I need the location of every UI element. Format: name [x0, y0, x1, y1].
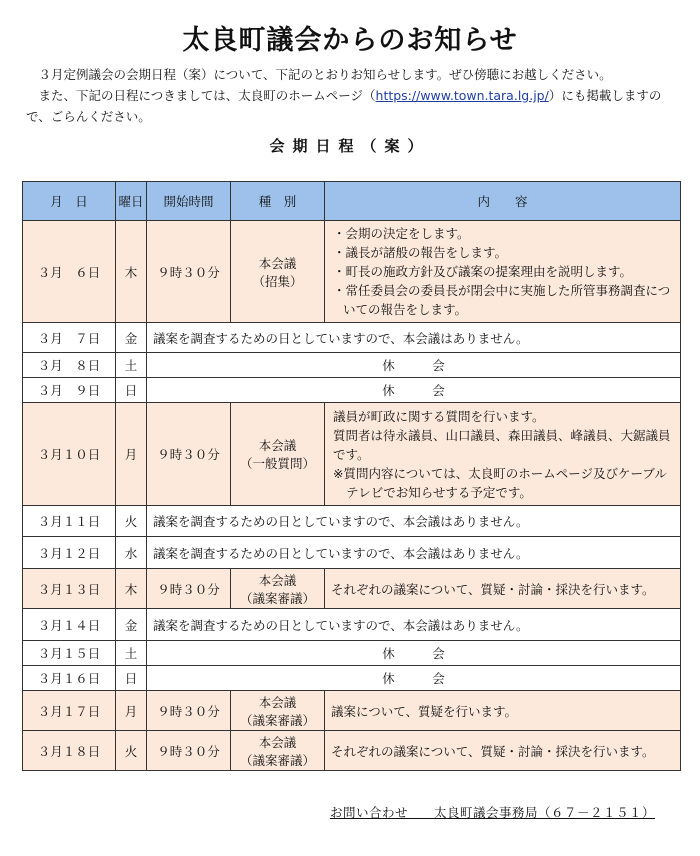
row-start-time: ９時３０分 — [147, 403, 231, 506]
table-row — [23, 221, 681, 323]
row-note: 議案を調査するための日としていますので、本会議はありません。 — [147, 537, 681, 569]
table-row — [23, 666, 681, 691]
row-recess: 休 会 — [147, 353, 681, 378]
row-date: ３月１０日 — [23, 403, 116, 506]
table-row — [23, 403, 681, 506]
header-content: 内 容 — [325, 182, 681, 221]
row-weekday: 木 — [116, 221, 147, 323]
intro-text-after-link: ）にも掲載しますので、ごらんください。 — [26, 88, 662, 124]
row-content: 議案について、質疑を行います。 — [325, 691, 681, 731]
row-date: ３月１２日 — [23, 537, 116, 569]
table-row — [23, 537, 681, 569]
row-recess: 休 会 — [147, 641, 681, 666]
table-row — [23, 506, 681, 537]
row-recess: 休 会 — [147, 378, 681, 403]
homepage-link[interactable]: https://www.town.tara.lg.jp/ — [375, 88, 549, 103]
table-row — [23, 323, 681, 353]
intro-paragraph-1: ３月定例議会の会期日程（案）について、下記のとおりお知らせします。ぜひ傍聴にお越しください。 — [38, 67, 612, 82]
row-type-label: 本会議 — [258, 572, 297, 588]
header-weekday: 曜日 — [116, 182, 147, 221]
row-date: ３月１４日 — [23, 609, 116, 641]
contact-footer: お問い合わせ 太良町議会事務局（６７－２１５１） — [330, 805, 656, 820]
row-weekday: 火 — [116, 731, 147, 771]
table-row — [23, 378, 681, 403]
content-line: 質問者は待永議員、山口議員、森田議員、峰議員、大鋸議員です。 — [333, 427, 671, 462]
row-start-time: ９時３０分 — [147, 731, 231, 771]
row-type-sub: （一般質問） — [239, 456, 315, 471]
table-row — [23, 641, 681, 666]
table-row — [23, 353, 681, 378]
intro-paragraph-2 — [26, 85, 678, 127]
table-row — [23, 731, 681, 771]
row-date: ３月１６日 — [23, 666, 116, 691]
intro-text — [26, 64, 678, 127]
row-date: ３月１３日 — [23, 569, 116, 609]
agenda-list — [333, 224, 674, 319]
row-type-sub: （議案審議） — [239, 752, 315, 768]
table-row — [23, 609, 681, 641]
row-type-label: 本会議 — [258, 694, 297, 710]
row-weekday: 土 — [116, 353, 147, 378]
page-title: 太良町議会からのお知らせ — [182, 25, 518, 56]
table-header-row — [23, 182, 681, 221]
content-note: ※質問内容については、太良町のホームページ及びケーブルテレビでお知らせする予定です。 — [333, 465, 667, 500]
row-type-label: 本会議 — [258, 734, 297, 750]
list-item: ・常任委員会の委員長が閉会中に実施した所管事務調査についての報告をします。 — [333, 283, 671, 317]
list-item: ・議長が諸般の報告をします。 — [333, 245, 508, 260]
row-weekday: 木 — [116, 569, 147, 609]
row-note: 議案を調査するための日としていますので、本会議はありません。 — [147, 323, 681, 353]
row-content — [325, 403, 681, 506]
row-type — [231, 731, 325, 771]
row-type-sub: （議案審議） — [239, 712, 315, 728]
row-type-label: 本会議 — [258, 438, 297, 453]
row-type — [231, 221, 325, 323]
row-content — [325, 221, 681, 323]
row-recess: 休 会 — [147, 666, 681, 691]
row-note: 議案を調査するための日としていますので、本会議はありません。 — [147, 609, 681, 641]
list-item: ・町長の施政方針及び議案の提案理由を説明します。 — [333, 264, 633, 279]
row-type — [231, 569, 325, 609]
header-date: 月 日 — [23, 182, 116, 221]
content-line: 議員が町政に関する質問を行います。 — [333, 408, 545, 424]
row-weekday: 日 — [116, 378, 147, 403]
row-type — [231, 403, 325, 506]
list-item: ・会期の決定をします。 — [333, 226, 470, 241]
row-weekday: 金 — [116, 609, 147, 641]
row-weekday: 日 — [116, 666, 147, 691]
table-row — [23, 691, 681, 731]
row-note: 議案を調査するための日としていますので、本会議はありません。 — [147, 506, 681, 537]
row-weekday: 月 — [116, 403, 147, 506]
intro-text-before-link: また、下記の日程につきましては、太良町のホームページ（ — [38, 88, 376, 103]
header-start-time: 開始時間 — [147, 182, 231, 221]
row-date: ３月 ８日 — [23, 353, 116, 378]
row-date: ３月１５日 — [23, 641, 116, 666]
row-date: ３月 ６日 — [23, 221, 116, 323]
table-row — [23, 569, 681, 609]
row-weekday: 月 — [116, 691, 147, 731]
header-type: 種 別 — [231, 182, 325, 221]
row-weekday: 土 — [116, 641, 147, 666]
row-weekday: 火 — [116, 506, 147, 537]
row-start-time: ９時３０分 — [147, 221, 231, 323]
row-start-time: ９時３０分 — [147, 691, 231, 731]
row-type — [231, 691, 325, 731]
row-type-label: 本会議 — [258, 255, 297, 271]
row-weekday: 水 — [116, 537, 147, 569]
schedule-heading: 会期日程（案） — [269, 137, 431, 155]
row-content: それぞれの議案について、質疑・討論・採決を行います。 — [325, 569, 681, 609]
row-date: ３月 ７日 — [23, 323, 116, 353]
row-type-sub: （招集） — [252, 273, 303, 289]
row-content: それぞれの議案について、質疑・討論・採決を行います。 — [325, 731, 681, 771]
row-date: ３月１８日 — [23, 731, 116, 771]
row-start-time: ９時３０分 — [147, 569, 231, 609]
row-date: ３月 ９日 — [23, 378, 116, 403]
row-weekday: 金 — [116, 323, 147, 353]
row-date: ３月１１日 — [23, 506, 116, 537]
session-schedule-table — [22, 181, 681, 771]
row-type-sub: （議案審議） — [239, 590, 315, 606]
row-date: ３月１７日 — [23, 691, 116, 731]
